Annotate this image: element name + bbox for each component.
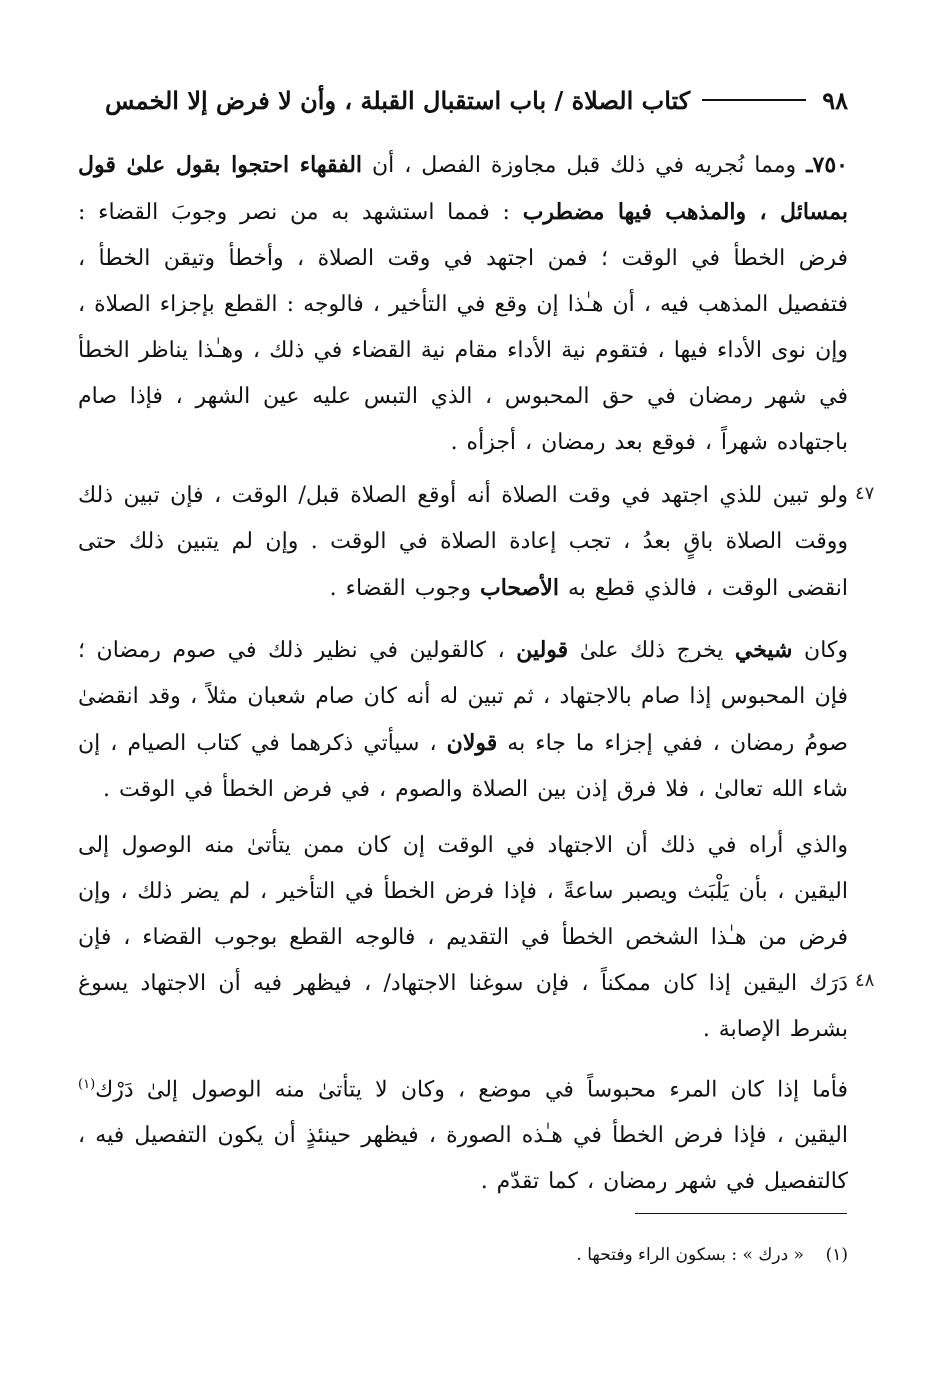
footnote-number: (١) xyxy=(825,1245,848,1265)
margin-folio-48: ٤٨ xyxy=(855,970,875,991)
paragraph-4: والذي أراه في ذلك أن الاجتهاد في الوقت إن كان ممن يتأتىٰ منه الوصول إلى اليقين ، بأن يَلْبَث ويصبر ساعةً ، فإذا فرض الخطأ في التأخير ، لم يضر ذلك ، وإن فرض من هـٰذا الشخص الخطأ في التقديم ، فالوجه القطع بوجوب القضاء ، فإن دَرَك اليقين إذا كان ممكناً ، فإن سوغنا الاجتهاد/ ، فيظهر فيه أن الاجتهاد يسوغ بشرط الإصابة . xyxy=(78,833,848,1042)
paragraph-5: فأما إذا كان المرء محبوساً في موضع ، وكان لا يتأتىٰ منه الوصول إلىٰ دَرْك$^{(١)}$ اليقين ، فإذا فرض الخطأ في هـٰذه الصورة ، فيظهر حينئذٍ أن يكون التفصيل فيه ، كالتفصيل في شهر رمضان ، كما تقدّم . xyxy=(78,1077,849,1195)
page-number: ٩٨ xyxy=(822,85,848,115)
margin-folio-47: ٤٧ xyxy=(855,483,875,504)
footnote-ref[interactable]: (١) xyxy=(78,1077,96,1092)
paragraph-750: ٧٥٠ـ ومما نُجريه في ذلك قبل مجاوزة الفصل ، أن الفقهاء احتجوا بقول علىٰ قول بمسائل ، والمذهب فيها مضطرب : فمما استشهد به من نصر وجوبَ القضاء : فرض الخطأ في الوقت ؛ فمن اجتهد في وقت الصلاة ، وأخطأ وتيقن الخطأ ، فتفصيل المذهب فيه ، أن هـٰذا إن وقع في التأخير ، فالوجه : القطع بإجزاء الصلاة ، وإن نوى الأداء فيها ، فتقوم نية الأداء مقام نية القضاء في ذلك ، وهـٰذا يناظر الخطأ في شهر رمضان في حق المحبوس ، الذي التبس عليه عين الشهر ، فإذا صام باجتهاده شهراً ، فوقع بعد رمضان ، أجزأه . xyxy=(78,152,848,455)
footnote xyxy=(400,1238,848,1272)
paragraph-2: ولو تبين للذي اجتهد في وقت الصلاة أنه أوقع الصلاة قبل/ الوقت ، فإن تبين ذلك ووقت الصلاة باقٍ بعدُ ، تجب إعادة الصلاة في الوقت . وإن لم يتبين ذلك حتى انقضى الوقت ، فالذي قطع به الأصحاب وجوب القضاء . xyxy=(78,483,848,601)
footnote-separator xyxy=(635,1213,847,1214)
paragraph-3: وكان شيخي يخرج ذلك علىٰ قولين ، كالقولين في نظير ذلك في صوم رمضان ؛ فإن المحبوس إذا صام بالاجتهاد ، ثم تبين له أنه كان صام شعبان مثلاً ، وقد انقضىٰ صومُ رمضان ، ففي إجزاء ما جاء به قولان ، سيأتي ذكرهما في كتاب الصيام ، إن شاء الله تعالىٰ ، فلا فرق إذن بين الصلاة والصوم ، في فرض الخطأ في الوقت . xyxy=(78,637,848,802)
paragraph-number: ٧٥٠ـ xyxy=(806,152,848,178)
footnote-text: « درك » : بسكون الراء وفتحها . xyxy=(576,1245,804,1265)
header-rule xyxy=(702,99,806,101)
header-title: كتاب الصلاة / باب استقبال القبلة ، وأن لا فرض إلا الخمس xyxy=(105,85,691,115)
running-header xyxy=(78,82,848,118)
